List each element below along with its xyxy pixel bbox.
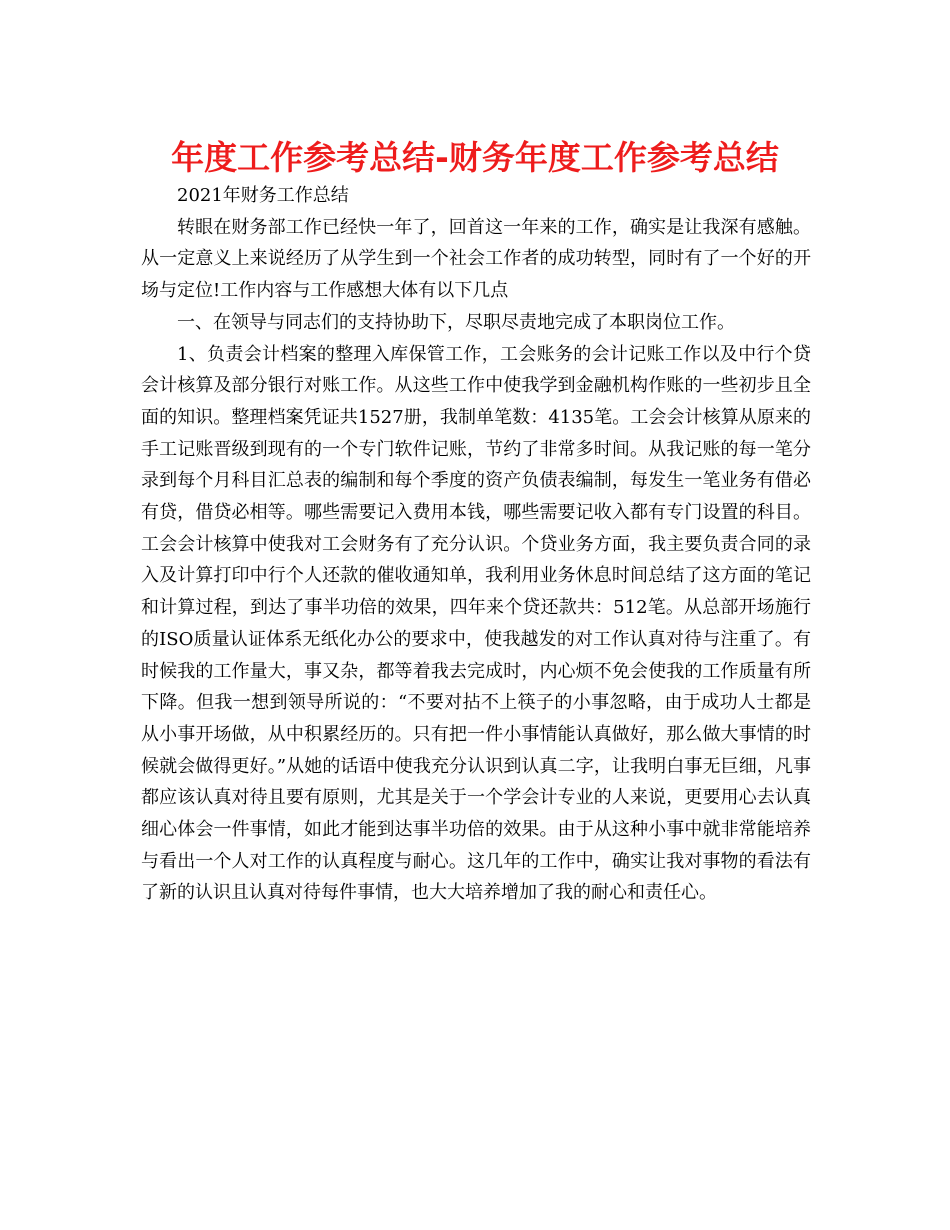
paragraph-intro: 转眼在财务部工作已经快一年了，回首这一年来的工作，确实是让我深有感触。从一定意义上来说经历了从学生到一个社会工作者的成功转型，同时有了一个好的开场与定位!工作内容与工作感想大体有以下几点 xyxy=(141,216,811,302)
paragraph-section-heading: 一、在领导与同志们的支持协助下，尽职尽责地完成了本职岗位工作。 xyxy=(177,311,735,333)
document-body xyxy=(141,180,811,909)
document-title: 年度工作参考总结-财务年度工作参考总结 xyxy=(171,138,779,177)
paragraph-subtitle: 2021年财务工作总结 xyxy=(177,185,349,206)
paragraph-item-1: 1、负责会计档案的整理入库保管工作，工会账务的会计记账工作以及中行个贷会计核算及部分银行对账工作。从这些工作中使我学到金融机构作账的一些初步且全面的知识。整理档案凭证共1527册，我制单笔数：4135笔。工会会计核算从原来的手工记账晋级到现有的一个专门软件记账，节约了非常多时间。从我记账的每一笔分录到每个月科目汇总表的编制和每个季度的资产负债表编制，每发生一笔业务有借必有贷，借贷必相等。哪些需要记入费用本钱，哪些需要记收入都有专门设置的科目。工会会计核算中使我对工会财务有了充分认识。个贷业务方面，我主要负责合同的录入及计算打印中行个人还款的催收通知单，我利用业务休息时间总结了这方面的笔记和计算过程，到达了事半功倍的效果，四年来个贷还款共：512笔。从总部开场施行的ISO质量认证体系无纸化办公的要求中，使我越发的对工作认真对待与注重了。有时候我的工作量大，事又杂，都等着我去完成时，内心烦不免会使我的工作质量有所下降。但我一想到领导所说的：“不要对拈不上筷子的小事忽略，由于成功人士都是从小事开场做，从中积累经历的。只有把一件小事情能认真做好，那么做大事情的时候就会做得更好。”从她的话语中使我充分认识到认真二字，让我明白事无巨细，凡事都应该认真对待且要有原则，尤其是关于一个学会计专业的人来说，更要用心去认真细心体会一件事情，如此才能到达事半功倍的效果。由于从这种小事中就非常能培养与看出一个人对工作的认真程度与耐心。这几年的工作中，确实让我对事物的看法有了新的认识且认真对待每件事情，也大大培养增加了我的耐心和责任心。 xyxy=(141,343,811,904)
